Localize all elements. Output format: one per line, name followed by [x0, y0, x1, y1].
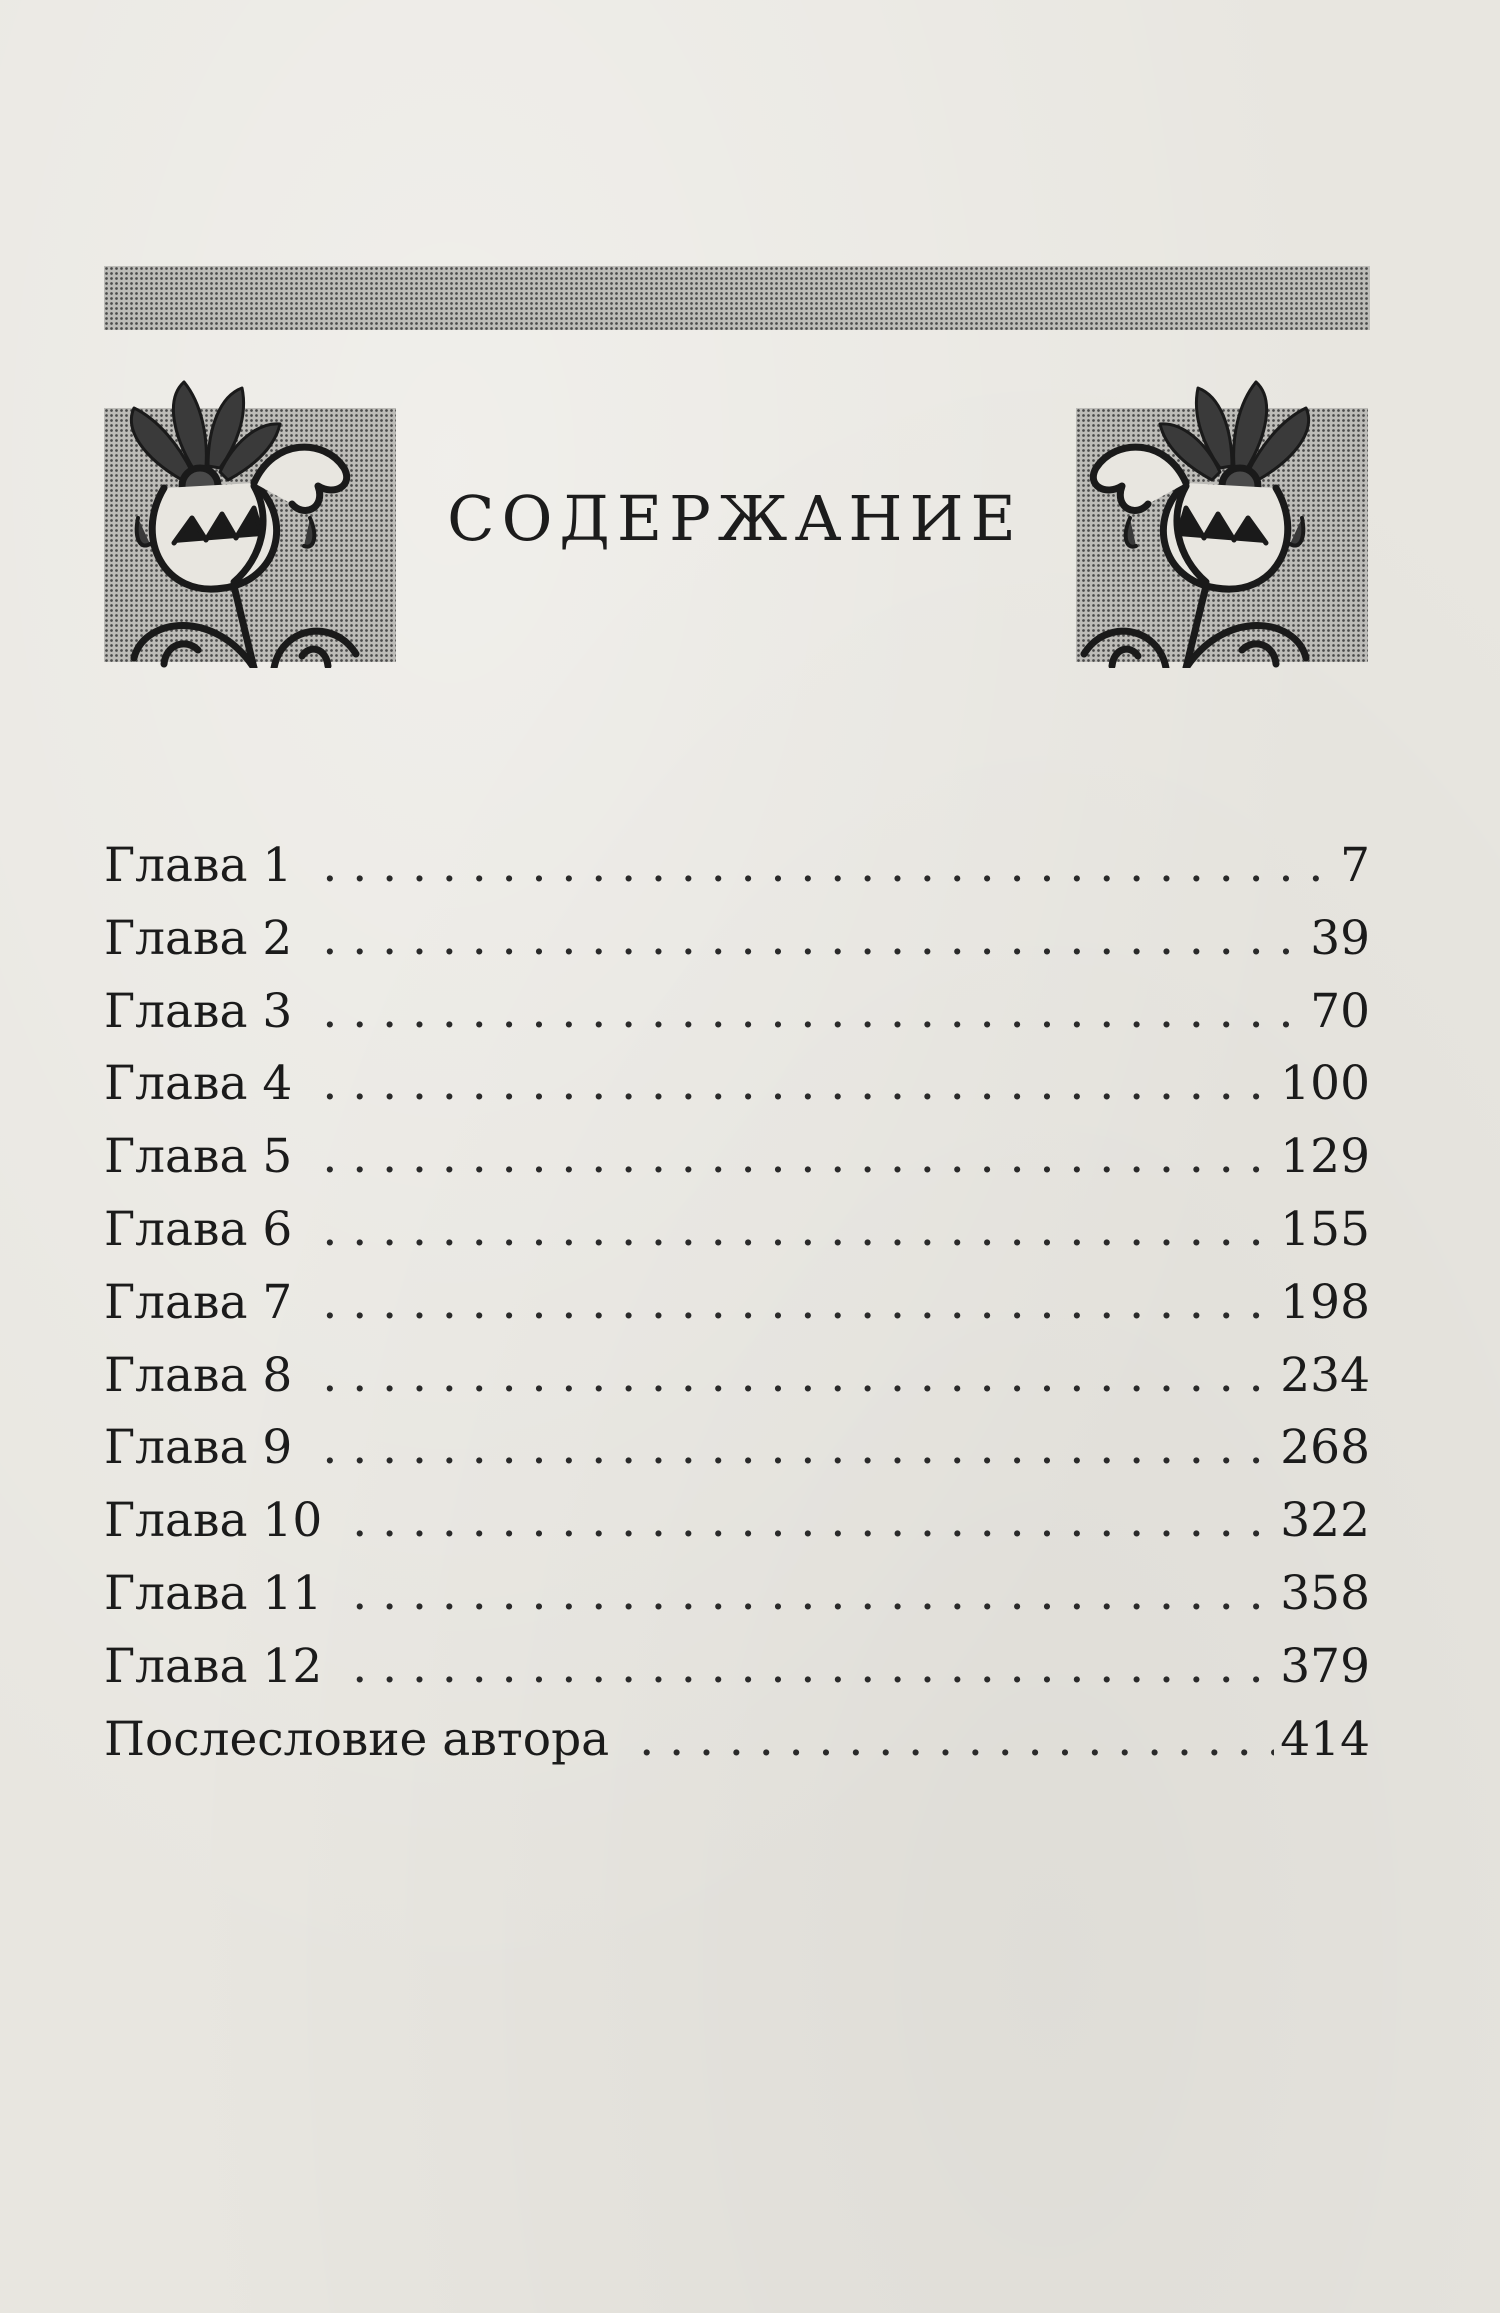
toc-entry-page: 322	[1280, 1493, 1370, 1549]
toc-entry-title: Глава 8	[104, 1347, 293, 1403]
toc-row[interactable]	[104, 976, 1370, 1049]
toc-row[interactable]	[104, 1704, 1370, 1777]
toc-entry-page: 129	[1280, 1129, 1370, 1185]
toc-leader-dots	[352, 1558, 1274, 1631]
toc-entry-page: 100	[1280, 1056, 1370, 1112]
toc-leader-dots	[322, 1048, 1274, 1121]
toc-row[interactable]	[104, 830, 1370, 903]
toc-leader-dots	[322, 1194, 1274, 1267]
toc-leader-dots	[322, 830, 1324, 903]
toc-entry-title: Глава 5	[104, 1129, 293, 1185]
toc-entry-title: Глава 12	[104, 1638, 323, 1694]
toc-entry-title: Глава 10	[104, 1493, 323, 1549]
toc-row[interactable]	[104, 1267, 1370, 1340]
toc-leader-dots	[322, 1267, 1274, 1340]
toc-row[interactable]	[104, 1631, 1370, 1704]
toc-entry-title: Глава 11	[104, 1565, 323, 1621]
toc-row[interactable]	[104, 1558, 1370, 1631]
toc-entry-page: 358	[1280, 1565, 1370, 1621]
toc-row[interactable]	[104, 1194, 1370, 1267]
toc-entry-page: 155	[1280, 1201, 1370, 1257]
toc-entry-title: Глава 2	[104, 910, 293, 966]
toc-entry-title: Глава 6	[104, 1201, 293, 1257]
toc-leader-dots	[322, 1121, 1274, 1194]
toc-row[interactable]	[104, 1121, 1370, 1194]
toc-row[interactable]	[104, 1340, 1370, 1413]
lotus-flower-ornament-icon	[104, 368, 404, 668]
toc-row[interactable]	[104, 903, 1370, 976]
toc-leader-dots	[322, 976, 1304, 1049]
toc-entry-title: Глава 4	[104, 1056, 293, 1112]
table-of-contents	[104, 830, 1370, 1776]
toc-entry-page: 268	[1280, 1420, 1370, 1476]
toc-entry-page: 7	[1340, 838, 1370, 893]
toc-entry-page: 379	[1280, 1638, 1370, 1694]
toc-leader-dots	[322, 1412, 1274, 1485]
toc-leader-dots	[352, 1631, 1274, 1704]
toc-row[interactable]	[104, 1485, 1370, 1558]
toc-entry-title: Глава 1	[104, 838, 293, 893]
toc-entry-title: Глава 7	[104, 1274, 293, 1330]
toc-row[interactable]	[104, 1048, 1370, 1121]
toc-leader-dots	[639, 1704, 1274, 1777]
toc-entry-page: 39	[1310, 910, 1370, 966]
toc-entry-page: 70	[1310, 983, 1370, 1039]
toc-entry-page: 414	[1280, 1711, 1370, 1767]
decorative-top-band	[104, 266, 1370, 330]
toc-entry-page: 198	[1280, 1274, 1370, 1330]
toc-entry-page: 234	[1280, 1347, 1370, 1403]
page-title: СОДЕРЖАНИЕ	[447, 482, 1023, 555]
toc-leader-dots	[322, 903, 1304, 976]
toc-entry-title: Глава 3	[104, 983, 293, 1039]
lotus-flower-ornament-icon	[1070, 368, 1370, 668]
toc-leader-dots	[352, 1485, 1274, 1558]
toc-row[interactable]	[104, 1412, 1370, 1485]
toc-leader-dots	[322, 1340, 1274, 1413]
toc-entry-title: Послесловие автора	[104, 1711, 610, 1767]
toc-entry-title: Глава 9	[104, 1420, 293, 1476]
